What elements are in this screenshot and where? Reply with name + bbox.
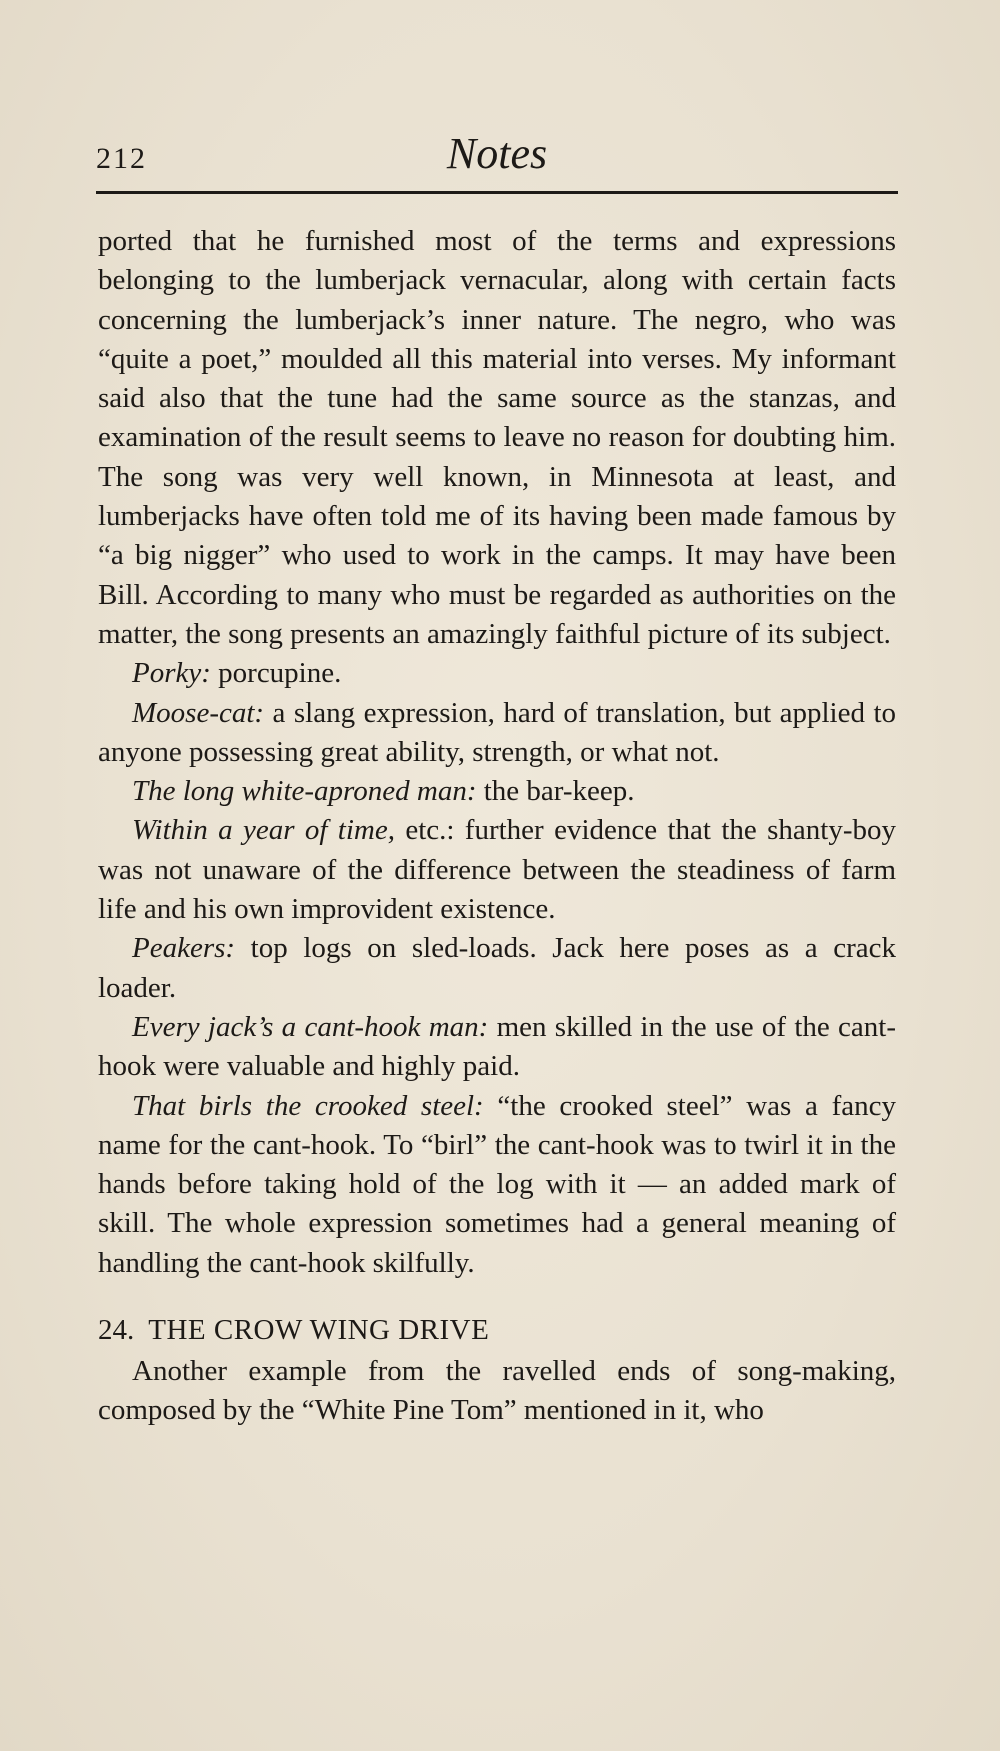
- gloss-definition: porcupine.: [210, 657, 342, 690]
- gloss-term: Moose-cat:: [132, 696, 265, 729]
- gloss-term: Porky:: [132, 657, 211, 690]
- gloss-white-aproned-man: [98, 772, 896, 811]
- header-rule: [96, 191, 898, 194]
- gloss-porky: [98, 654, 896, 693]
- body-text: [98, 222, 896, 1431]
- gloss-definition: “the crooked steel” was a fancy name for the cant-hook. To “birl” the cant-hook was to twirl it in the hands before taking hold of the log with it — an added mark of skill. The whole expression sometimes had a general meaning of handling the cant-hook skilfully.: [98, 1089, 896, 1279]
- gloss-term: Within a year of time,: [132, 814, 395, 847]
- gloss-definition: a slang expression, hard of translation, but applied to anyone possessing great ability, strength, or what not.: [98, 696, 896, 768]
- gloss-definition: etc.: further evidence that the shanty-boy was not unaware of the difference between the steadiness of farm life and his own improvident existence.: [98, 814, 896, 926]
- gloss-term: The long white-aproned man:: [132, 775, 477, 808]
- gloss-moose-cat: [98, 694, 896, 773]
- section-paragraph: Another example from the ravelled ends of song-making, composed by the “White Pine Tom” mentioned in it, who: [98, 1355, 896, 1427]
- gloss-cant-hook-man: [98, 1008, 896, 1087]
- intro-paragraph: ported that he furnished most of the terms and expressions belonging to the lumberjack vernacular, along with certain facts concerning the lumberjack’s inner nature. The negro, who was “quite a poet,” moulded all this material into verses. My informant said also that the tune had the same source as the stanzas, and examination of the result seems to leave no reason for doubting him. The song was very well known, in Minnesota at least, and lumberjacks have often told me of its having been made famous by “a big nigger” who used to work in the camps. It may have been Bill. According to many who must be regarded as authorities on the matter, the song presents an amazingly faithful picture of its subject.: [98, 225, 896, 650]
- running-head: Notes: [446, 129, 548, 178]
- page-number: 212: [96, 142, 147, 175]
- gloss-crooked-steel: [98, 1087, 896, 1283]
- gloss-definition: men skilled in the use of the cant-hook were valuable and highly paid.: [98, 1010, 896, 1083]
- gloss-definition: the bar-keep.: [476, 775, 635, 808]
- gloss-term: That birls the crooked steel:: [132, 1089, 484, 1122]
- section-number: 24.: [98, 1314, 135, 1347]
- section-title: THE CROW WING DRIVE: [148, 1314, 490, 1347]
- gloss-peakers: [98, 929, 896, 1008]
- gloss-definition: top logs on sled-loads. Jack here poses as a crack loader.: [98, 932, 896, 1004]
- page-header: [96, 128, 898, 188]
- gloss-term: Every jack’s a cant-hook man:: [132, 1010, 489, 1043]
- gloss-within-a-year: [98, 811, 896, 929]
- section-heading: [98, 1311, 896, 1350]
- gloss-term: Peakers:: [132, 932, 236, 965]
